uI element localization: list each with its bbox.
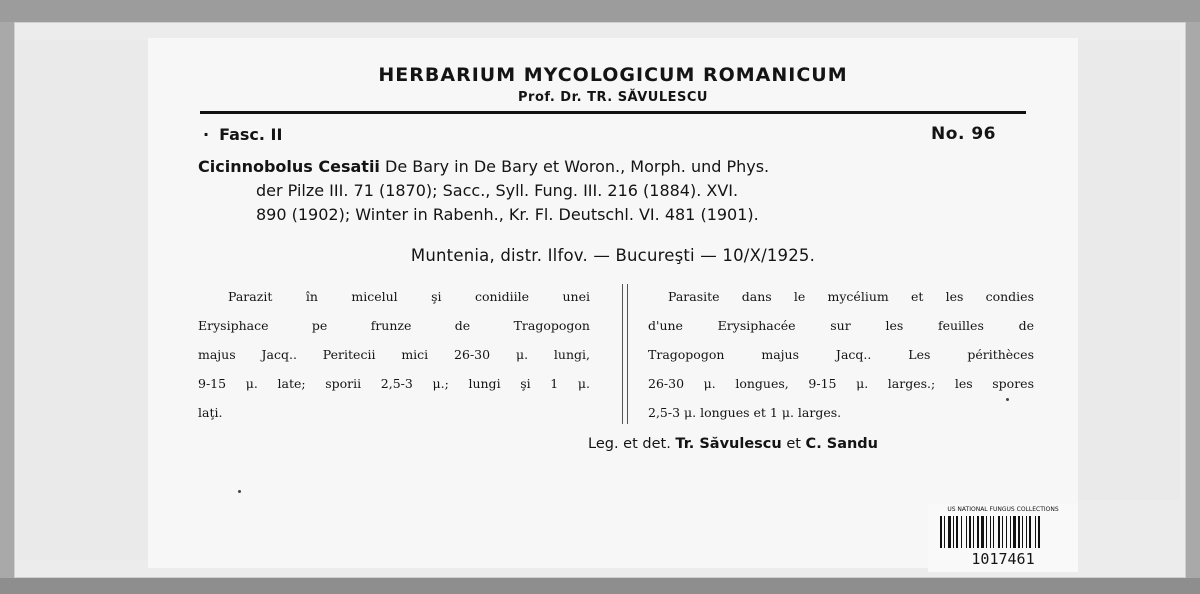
barcode-label xyxy=(928,504,1078,572)
collector-name-2: C. Sandu xyxy=(805,436,878,452)
description-romanian xyxy=(198,282,590,427)
barcode-number: 1017461 xyxy=(971,550,1035,568)
collection-locality: Muntenia, distr. Ilfov. — Bucureşti — 10/X/1925. xyxy=(410,246,816,265)
ro-line: majus Jacq.. Peritecii mici 26-30 μ. lungi, xyxy=(198,347,590,362)
specimen-label xyxy=(148,38,1078,568)
paper-speck xyxy=(1006,398,1009,401)
fr-line: 26-30 μ. longues, 9-15 μ. larges.; les spores xyxy=(648,376,1034,391)
background-top xyxy=(0,0,1200,22)
collector-conjunction: et xyxy=(786,436,801,452)
fr-line: Tragopogon majus Jacq.. Les périthèces xyxy=(648,347,1034,362)
species-name: Cicinnobolus Cesatii xyxy=(198,157,380,176)
species-citation xyxy=(198,155,1028,227)
barcode-icon xyxy=(938,516,1068,548)
column-divider xyxy=(622,284,628,424)
envelope-left-flap xyxy=(18,40,168,560)
barcode-caption: US NATIONAL FUNGUS COLLECTIONS xyxy=(947,506,1059,513)
specimen-number: No. 96 xyxy=(931,124,996,144)
citation-authority: De Bary in De Bary et Woron., Morph. und Phys. xyxy=(379,157,770,176)
ro-line: laţi. xyxy=(198,405,223,420)
envelope-right-flap xyxy=(1060,40,1180,500)
background-bottom xyxy=(0,578,1200,594)
herbarium-title: HERBARIUM MYCOLOGICUM ROMANICUM xyxy=(378,64,848,86)
ro-line: Erysiphace pe frunze de Tragopogon xyxy=(198,318,590,333)
citation-line-1 xyxy=(198,155,1028,179)
fr-line: Parasite dans le mycélium et les condies xyxy=(668,289,1034,304)
header-rule xyxy=(200,111,1026,114)
citation-line-2: der Pilze III. 71 (1870); Sacc., Syll. Fung. III. 216 (1884). XVI. xyxy=(256,181,739,200)
fascicle-bullet: · xyxy=(203,125,210,144)
ro-line: Parazit în micelul şi conidiile unei xyxy=(228,289,590,304)
paper-speck xyxy=(238,490,241,493)
citation-line-3: 890 (1902); Winter in Rabenh., Kr. Fl. Deutschl. VI. 481 (1901). xyxy=(256,205,759,224)
collector-line xyxy=(588,436,878,452)
collector-prefix: Leg. et det. xyxy=(588,436,671,452)
ro-line: 9-15 μ. late; sporii 2,5-3 μ.; lungi şi 1 μ. xyxy=(198,376,590,391)
fascicle-label: Fasc. II xyxy=(219,125,283,144)
herbarium-subtitle: Prof. Dr. TR. SĂVULESCU xyxy=(518,90,708,105)
fascicle xyxy=(203,125,282,144)
collector-name-1: Tr. Săvulescu xyxy=(675,436,782,452)
fr-line: 2,5-3 μ. longues et 1 μ. larges. xyxy=(648,405,842,420)
description-french xyxy=(648,282,1034,427)
fr-line: d'une Erysiphacée sur les feuilles de xyxy=(648,318,1034,333)
